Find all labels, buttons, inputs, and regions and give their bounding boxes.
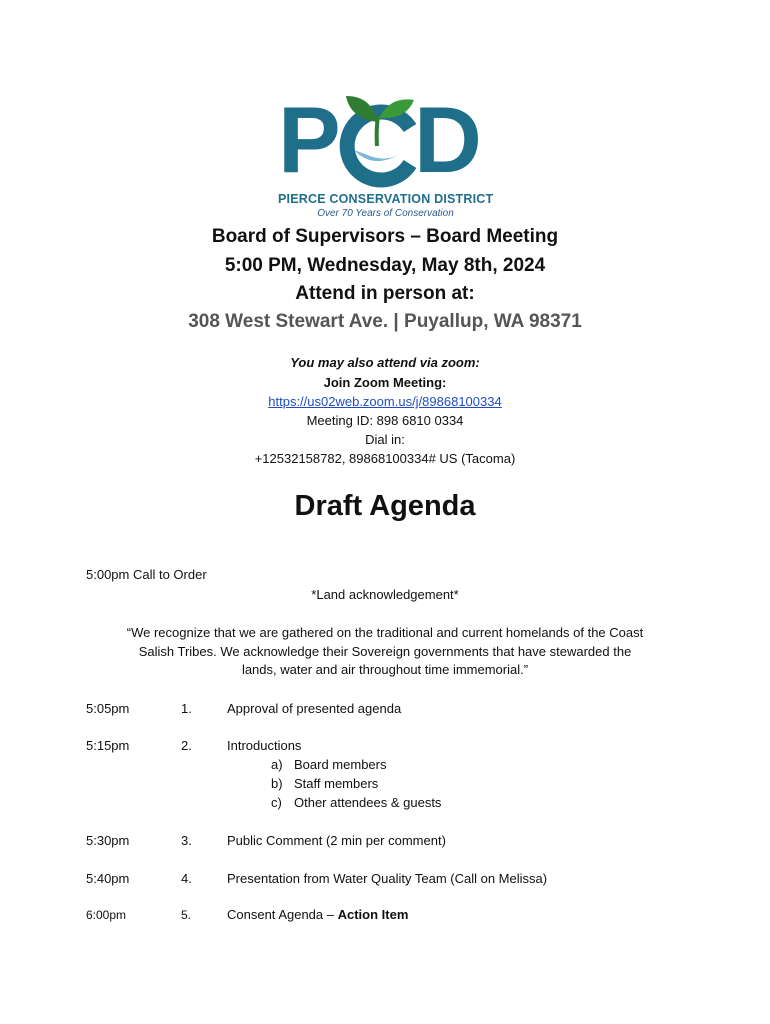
logo-org-name: PIERCE CONSERVATION DISTRICT (278, 192, 494, 206)
agenda-time: 6:00pm (86, 908, 127, 922)
land-ack-line-3: lands, water and air throughout time immemorial.” (241, 662, 529, 677)
agenda-text: Presentation from Water Quality Team (Call on Melissa) (227, 871, 548, 886)
agenda-text: Consent Agenda – (227, 907, 338, 922)
agenda-number: 5. (181, 908, 192, 922)
sub-item-text: Board members (294, 757, 387, 772)
agenda-title: Draft Agenda (294, 490, 476, 522)
agenda-number: 4. (181, 871, 192, 886)
attend-in-person-label: Attend in person at: (295, 283, 475, 304)
zoom-link-row (0, 394, 770, 409)
logo-stem (377, 116, 378, 146)
zoom-meeting-id: Meeting ID: 898 6810 0334 (306, 413, 464, 428)
agenda-time: 5:40pm (86, 871, 130, 886)
call-to-order: 5:00pm Call to Order (86, 567, 207, 582)
agenda-time: 5:15pm (86, 738, 130, 753)
logo-mark (278, 88, 493, 188)
sub-item-text: Staff members (294, 776, 379, 791)
zoom-join-label: Join Zoom Meeting: (323, 375, 447, 390)
pcd-logo (278, 88, 493, 223)
agenda-number: 3. (181, 833, 192, 848)
agenda-text-row (227, 907, 408, 922)
agenda-time: 5:05pm (86, 701, 130, 716)
sub-item-text: Other attendees & guests (294, 795, 442, 810)
agenda-text: Approval of presented agenda (227, 701, 402, 716)
meeting-address: 308 West Stewart Ave. | Puyallup, WA 98371 (188, 311, 582, 332)
agenda-number: 1. (181, 701, 192, 716)
meeting-title: Board of Supervisors – Board Meeting (211, 226, 559, 247)
zoom-intro: You may also attend via zoom: (290, 355, 480, 370)
logo-letter-p: P (278, 88, 341, 188)
land-ack-heading: *Land acknowledgement* (311, 587, 459, 602)
agenda-text: Public Comment (2 min per comment) (227, 833, 446, 848)
agenda-time: 5:30pm (86, 833, 130, 848)
logo-water (354, 150, 400, 161)
meeting-datetime: 5:00 PM, Wednesday, May 8th, 2024 (224, 255, 546, 276)
land-ack-line-2: Salish Tribes. We acknowledge their Sovereign governments that have stewarded the (138, 644, 632, 659)
land-ack-line-1: “We recognize that we are gathered on the traditional and current homelands of the Coast (126, 625, 644, 640)
agenda-number: 2. (181, 738, 192, 753)
sub-item-letter: b) (271, 776, 283, 791)
sub-item-letter: a) (271, 757, 283, 772)
logo-letter-d: D (414, 88, 482, 188)
zoom-link[interactable]: https://us02web.zoom.us/j/89868100334 (268, 394, 502, 409)
logo-tagline: Over 70 Years of Conservation (317, 208, 454, 219)
sub-item-letter: c) (271, 795, 282, 810)
zoom-phone: +12532158782, 89868100334# US (Tacoma) (254, 451, 516, 466)
zoom-dial-in-label: Dial in: (365, 432, 405, 447)
agenda-text: Introductions (227, 738, 302, 753)
action-item-label: Action Item (337, 907, 409, 922)
